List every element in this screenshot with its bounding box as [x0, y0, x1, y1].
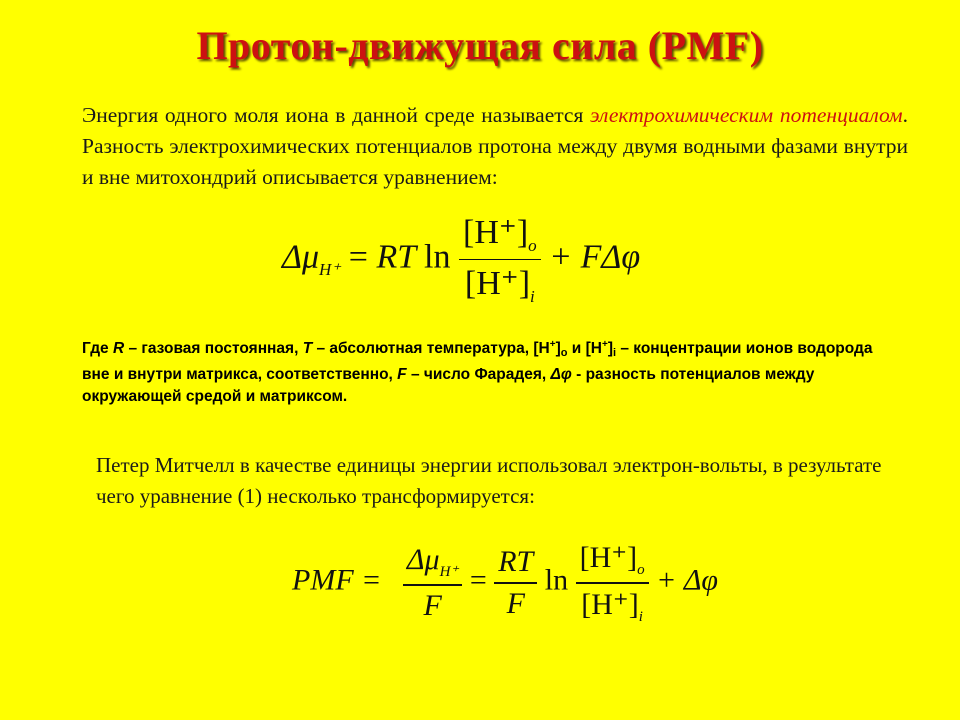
- eq1-equals: =: [348, 238, 368, 276]
- intro-text-1: Энергия одного моля иона в данной среде называется: [82, 103, 591, 127]
- eq2-denominator-1: F: [423, 588, 442, 622]
- eq1-numerator: [459, 212, 541, 256]
- mitchell-paragraph: Петер Митчелл в качестве единицы энергии использовал электрон-вольты, в результате чего уравнение (1) несколько трансформируется:: [96, 453, 882, 508]
- eq1-denominator: [459, 263, 541, 307]
- where-text: – концентрации ионов водорода вне и внутри матрикса, соответственно,: [82, 340, 873, 383]
- intro-paragraph: [82, 100, 908, 193]
- equation-electrochemical-potential: [282, 212, 640, 307]
- eq1-lhs: Δμ: [282, 238, 320, 276]
- where-text: и [H: [567, 340, 602, 357]
- eq2-equals: =: [469, 563, 487, 597]
- eq1-den-text: [H⁺]: [464, 265, 531, 303]
- where-text: – газовая постоянная,: [124, 340, 303, 357]
- eq2-fraction-3: [576, 540, 649, 626]
- where-sub: o: [560, 347, 568, 359]
- eq1-den-sub: i: [530, 287, 535, 307]
- eq1-fraction: [459, 212, 541, 307]
- eq2-num3-text: [H⁺]: [579, 541, 638, 574]
- eq2-denominator-2: F: [506, 586, 525, 620]
- eq2-num3-sub: o: [637, 562, 645, 578]
- where-var-f: F: [397, 366, 407, 383]
- eq2-denominator-3: [576, 587, 649, 626]
- where-text: Где: [82, 340, 113, 357]
- where-text: – число Фарадея,: [406, 366, 551, 383]
- eq1-tail: + FΔφ: [549, 238, 641, 276]
- eq2-numerator-2: RT: [498, 545, 534, 578]
- where-text: - разность потенциалов между окружающей средой и матриксом.: [82, 366, 815, 405]
- eq2-fraction-1: [403, 543, 462, 623]
- eq2-fraction-2: [494, 545, 537, 621]
- eq1-num-text: [H⁺]: [463, 214, 529, 251]
- eq2-den3-text: [H⁺]: [581, 587, 639, 621]
- eq2-ln: ln: [544, 563, 569, 597]
- variable-definitions: [82, 334, 890, 408]
- eq2-numerator-1: [403, 543, 462, 581]
- eq2-fraction-bar-3: [576, 582, 649, 584]
- eq1-fraction-bar: [459, 259, 541, 261]
- eq1-lhs-sub: H⁺: [319, 260, 341, 280]
- where-sup: +: [601, 339, 608, 350]
- slide-title: Протон-движущая сила (PMF): [196, 23, 764, 68]
- where-text: – абсолютная температура, [H: [312, 340, 550, 357]
- eq2-numerator-3: [576, 540, 649, 579]
- where-sub: i: [612, 347, 617, 359]
- eq2-num1-sub: H⁺: [439, 564, 459, 580]
- where-var-dphi: Δφ: [550, 366, 572, 383]
- eq1-num-sub: o: [528, 235, 537, 255]
- eq2-fraction-bar-1: [403, 584, 462, 586]
- where-text: ]: [607, 340, 613, 357]
- where-sup: +: [549, 339, 556, 350]
- eq1-rt: RT: [376, 238, 416, 276]
- intro-text-2: . Разность электрохимических потенциалов протона между двумя водными фазами внутри и вне митохондрий описывается уравнением:: [82, 103, 908, 189]
- eq2-lhs: PMF =: [292, 563, 382, 597]
- intro-term: электрохимическим потенциалом: [590, 103, 903, 127]
- eq2-tail: + Δφ: [656, 563, 719, 597]
- where-var-t: T: [302, 340, 313, 357]
- eq2-fraction-bar-2: [494, 582, 537, 584]
- where-var-r: R: [112, 340, 125, 357]
- eq1-ln: ln: [424, 238, 451, 276]
- eq2-den3-sub: i: [638, 608, 643, 625]
- equation-pmf: [292, 540, 718, 626]
- eq2-num1-text: Δμ: [406, 543, 440, 576]
- where-text: ]: [555, 340, 561, 357]
